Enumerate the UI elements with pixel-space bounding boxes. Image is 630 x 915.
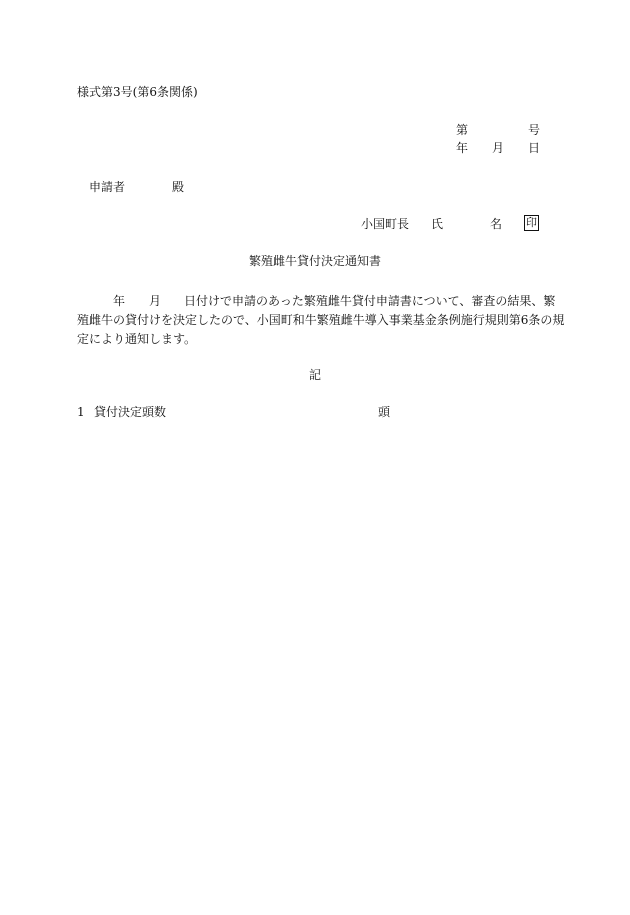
body-line-2: 殖雌牛の貸付けを決定したので、小国町和牛繁殖雌牛導入事業基金条例施行規則第6条の規	[77, 313, 565, 327]
document-title: 繁殖雌牛貸付決定通知書	[248, 254, 381, 268]
body-year-label: 年	[113, 294, 126, 308]
item-label: 貸付決定頭数	[94, 405, 167, 419]
body-month-label: 月	[149, 294, 162, 308]
issuer-name-label-1: 氏	[431, 217, 444, 231]
item-number: 1	[77, 405, 85, 419]
seal-stamp: 印	[526, 216, 537, 229]
date-month-label: 月	[492, 141, 505, 155]
date-day-label: 日	[528, 141, 541, 155]
issuer-title: 小国町長	[361, 217, 410, 231]
issuer-name-label-2: 名	[490, 217, 503, 231]
body-paragraph	[77, 292, 565, 349]
addressee-honorific: 殿	[172, 180, 185, 194]
body-line-1	[77, 292, 556, 311]
addressee-label: 申請者	[89, 180, 126, 194]
ki-heading: 記	[308, 368, 321, 382]
date-year-label: 年	[456, 141, 469, 155]
document-number-suffix: 号	[528, 123, 541, 137]
item-unit: 頭	[378, 405, 391, 419]
body-line-3: 定により通知します。	[77, 332, 197, 346]
document-number-prefix: 第	[456, 123, 469, 137]
form-label: 様式第3号(第6条関係)	[77, 85, 198, 99]
body-line-1-text: 日付けで申請のあった繁殖雌牛貸付申請書について、審査の結果、繁	[184, 294, 556, 308]
